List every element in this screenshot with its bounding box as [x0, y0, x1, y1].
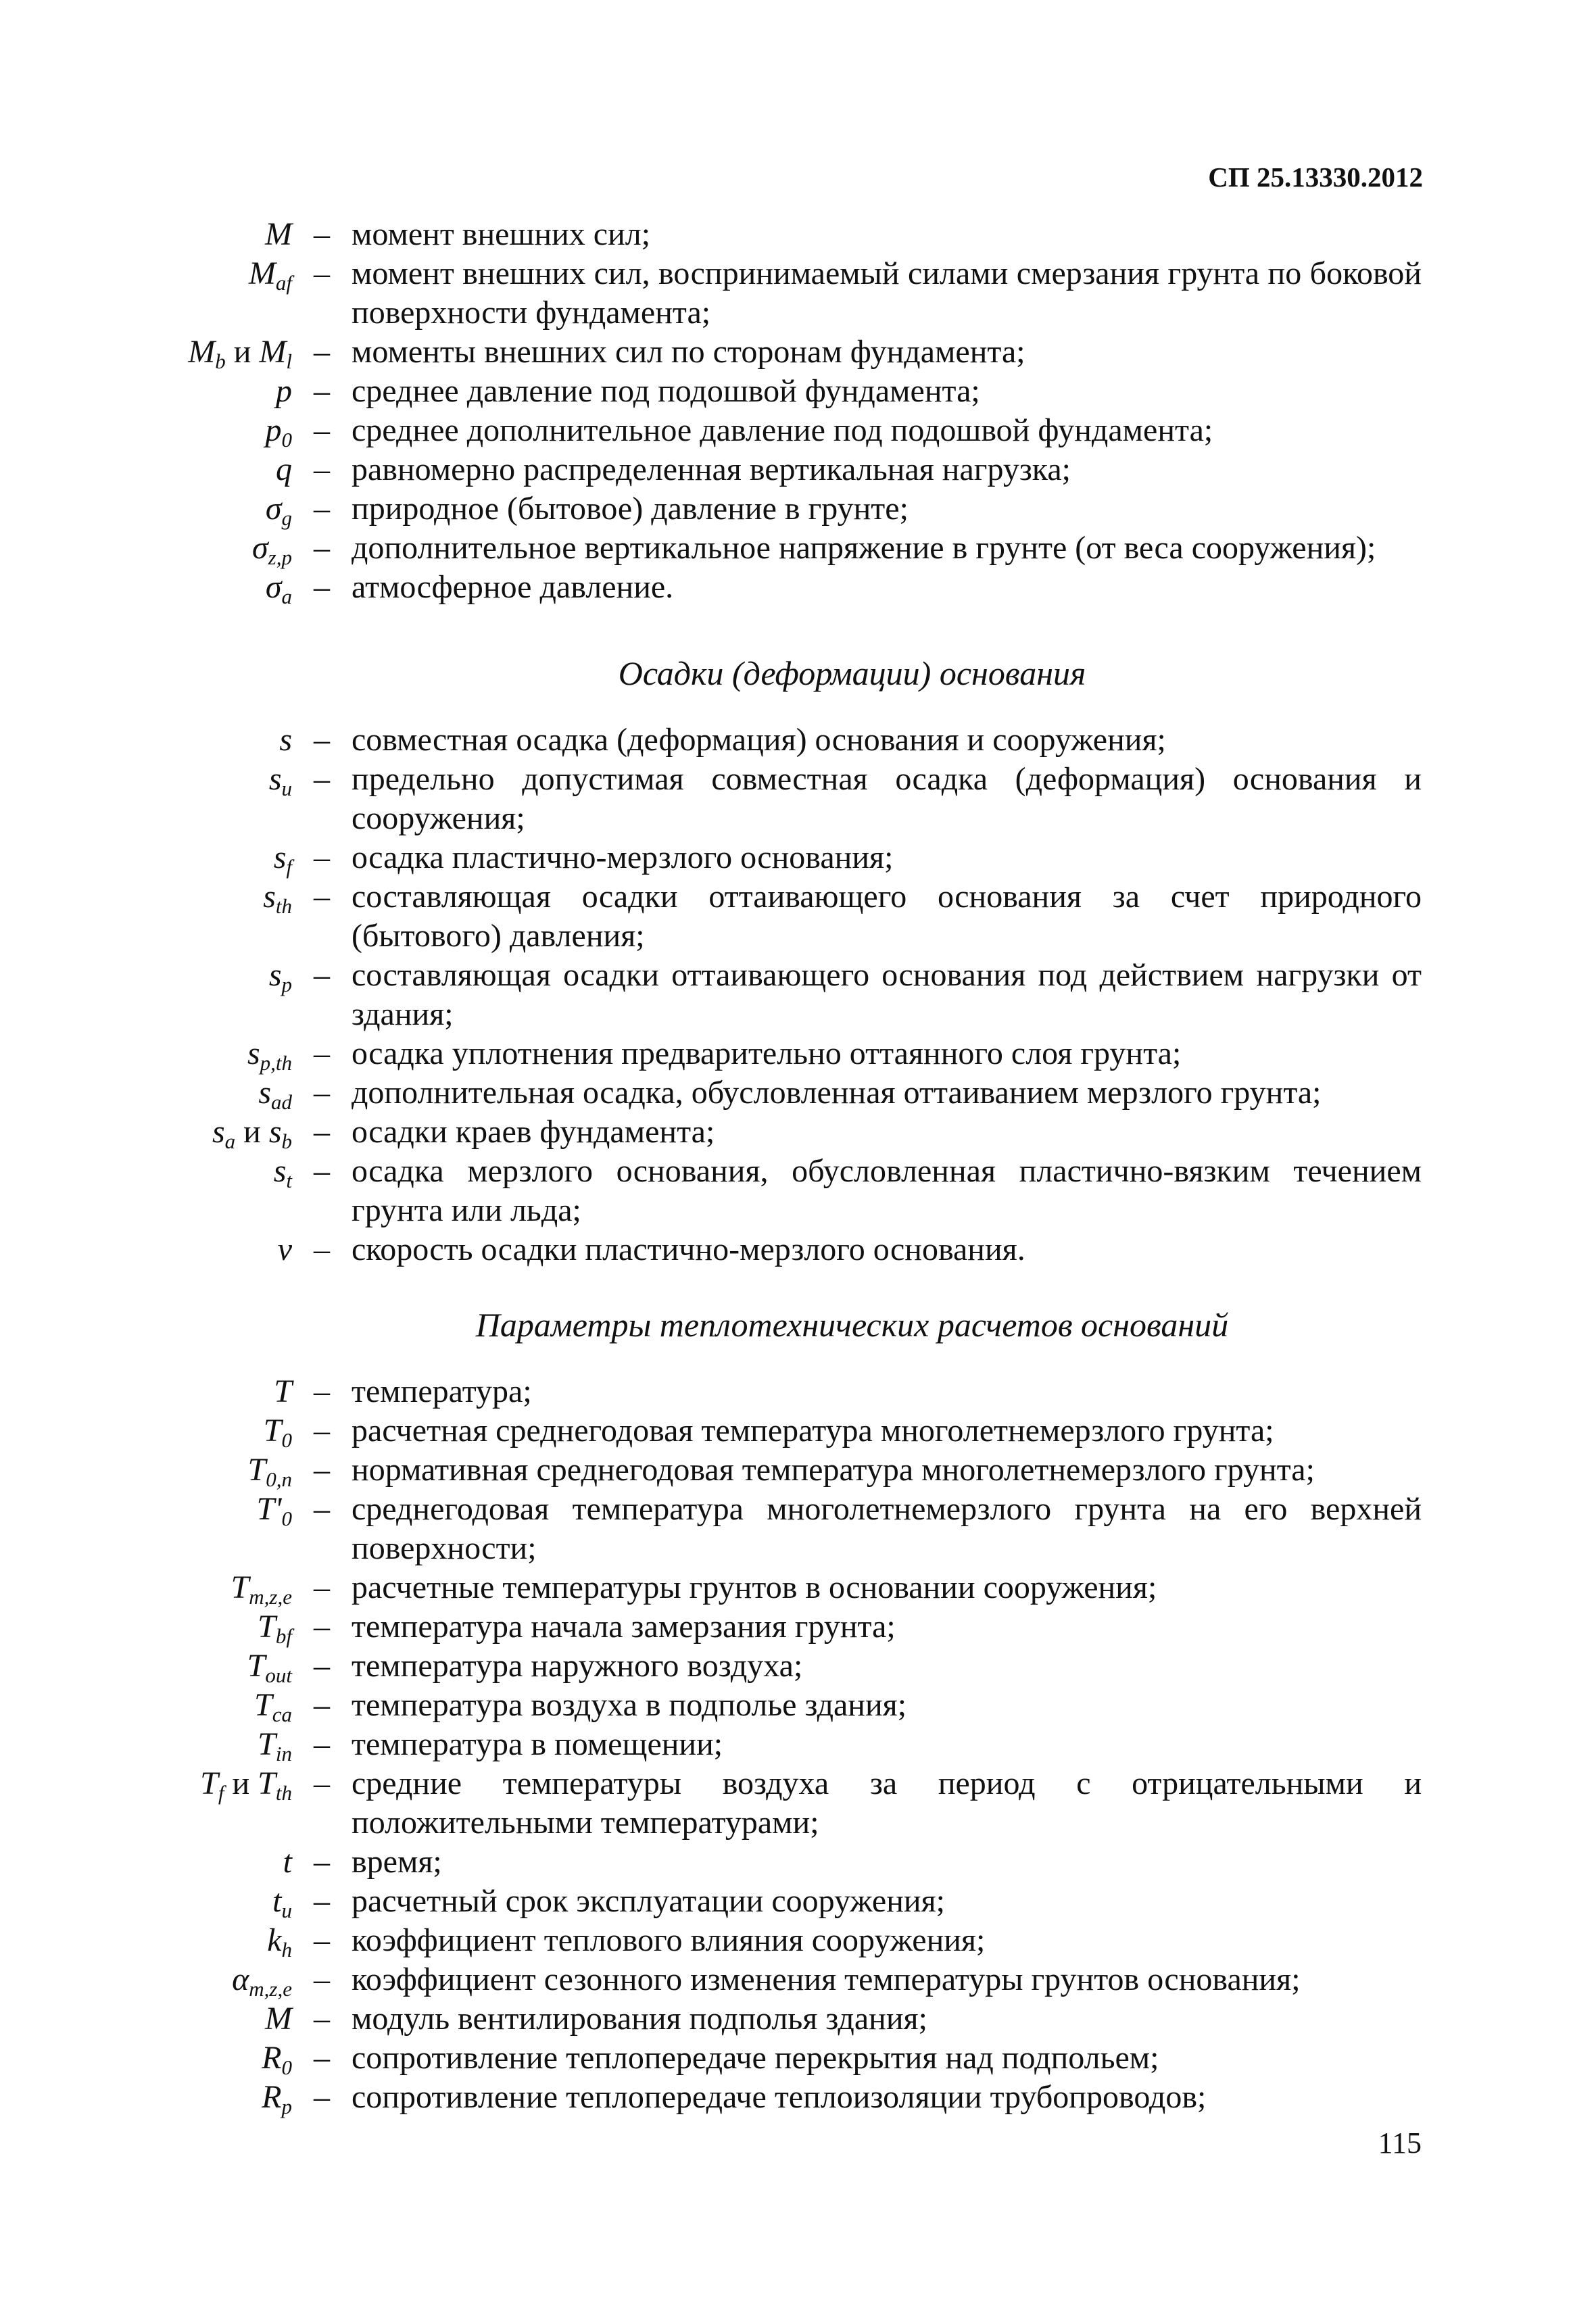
- symbol-entry: [0, 1843, 1596, 1882]
- dash-separator: –: [314, 216, 330, 252]
- symbol-letter: s: [273, 1153, 287, 1189]
- symbol-subscript: a: [281, 585, 292, 608]
- dash-separator: –: [314, 491, 330, 527]
- symbol-letter: k: [267, 1922, 282, 1958]
- dash-separator: –: [314, 1114, 330, 1150]
- symbol-notation: [0, 1725, 292, 1764]
- symbol-subscript: th: [275, 1781, 292, 1805]
- symbol-entry: [0, 1490, 1596, 1568]
- symbol-letter: M: [265, 2001, 292, 2037]
- symbol-letter: s: [263, 879, 276, 915]
- symbol-entry: [0, 1451, 1596, 1490]
- dash-separator: –: [314, 1569, 330, 1605]
- symbol-entry: [0, 529, 1596, 568]
- symbol-description: сопротивление теплопередаче теплоизоляции трубопроводов;: [352, 2079, 1207, 2115]
- symbol-letter: σ: [265, 569, 282, 605]
- symbol-description: расчетная среднегодовая температура многолетнемерзлого грунта;: [352, 1413, 1274, 1448]
- symbol-description: время;: [352, 1844, 442, 1880]
- symbol-letter: T: [258, 1726, 276, 1762]
- symbol-letter: T: [258, 1765, 276, 1801]
- symbol-notation: [0, 838, 292, 877]
- symbol-description: моменты внешних сил по сторонам фундамента;: [352, 334, 1025, 370]
- dash-separator: –: [314, 722, 330, 758]
- symbol-notation: [0, 760, 292, 799]
- symbol-letter: T: [231, 1569, 249, 1605]
- symbol-letter: R: [262, 2079, 282, 2115]
- symbol-description: осадки краев фундамента;: [352, 1114, 715, 1150]
- symbol-letter: T: [258, 1609, 276, 1644]
- dash-separator: –: [314, 879, 330, 915]
- symbol-subscript: 0: [281, 1428, 292, 1452]
- symbol-entry: [0, 1999, 1596, 2039]
- symbol-letter: s: [268, 957, 282, 993]
- symbol-entry: [0, 1921, 1596, 1960]
- symbol-description: расчетный срок эксплуатации сооружения;: [352, 1883, 946, 1919]
- dash-separator: –: [314, 1687, 330, 1723]
- symbol-notation: [0, 1882, 292, 1921]
- symbol-description: осадка мерзлого основания, обусловленная пластично-вязким течением грунта или льда;: [352, 1153, 1422, 1228]
- symbol-description: среднегодовая температура многолетнемерзлого грунта на его верхней поверхности;: [352, 1491, 1422, 1566]
- symbol-description: природное (бытовое) давление в грунте;: [352, 491, 909, 527]
- symbol-entry: [0, 1960, 1596, 1999]
- section-heading-settlements: Осадки (деформации) основания: [618, 654, 1086, 692]
- symbol-description: температура;: [352, 1373, 532, 1409]
- symbol-entry: [0, 489, 1596, 529]
- dash-separator: –: [314, 334, 330, 370]
- dash-separator: –: [314, 2001, 330, 2037]
- symbol-description: составляющая осадки оттаивающего основания под действием нагрузки от здания;: [352, 957, 1422, 1032]
- symbol-notation: [0, 1411, 292, 1451]
- symbol-entry: [0, 215, 1596, 254]
- symbol-subscript: bf: [275, 1624, 292, 1648]
- dash-separator: –: [314, 1232, 330, 1267]
- dash-separator: –: [314, 1373, 330, 1409]
- symbol-letter: T: [274, 1373, 292, 1409]
- symbol-description: температура в помещении;: [352, 1726, 723, 1762]
- symbol-letter: t: [272, 1883, 282, 1919]
- symbol-entry: [0, 956, 1596, 1034]
- symbol-subscript: a: [224, 1129, 236, 1153]
- symbol-description: коэффициент теплового влияния сооружения;: [352, 1922, 986, 1958]
- symbol-entry: [0, 372, 1596, 411]
- symbol-letter: s: [279, 722, 292, 758]
- dash-separator: –: [314, 1075, 330, 1111]
- symbol-notation: [0, 1647, 292, 1686]
- symbol-letter: M: [188, 334, 216, 370]
- symbol-description: скорость осадки пластично-мерзлого основания.: [352, 1232, 1025, 1267]
- symbol-subscript: in: [275, 1742, 292, 1765]
- symbols-section-settlements: [0, 612, 1596, 1269]
- symbol-notation: [0, 1113, 292, 1152]
- symbol-letter: s: [258, 1075, 271, 1111]
- symbol-subscript: p: [281, 2095, 292, 2118]
- symbol-description: нормативная среднегодовая температура многолетнемерзлого грунта;: [352, 1452, 1315, 1488]
- symbol-notation: [0, 1960, 292, 1999]
- dash-separator: –: [314, 373, 330, 409]
- symbol-description: совместная осадка (деформация) основания и сооружения;: [352, 722, 1166, 758]
- symbol-notation: [0, 1073, 292, 1113]
- symbol-letter: M: [265, 216, 292, 252]
- symbol-letter: T: [263, 1413, 282, 1448]
- symbol-letter: q: [276, 452, 292, 487]
- dash-separator: –: [314, 1922, 330, 1958]
- symbol-entry: [0, 1073, 1596, 1113]
- dash-separator: –: [314, 1491, 330, 1527]
- symbol-notation: [0, 877, 292, 917]
- dash-separator: –: [314, 957, 330, 993]
- symbol-entry: [0, 1411, 1596, 1451]
- symbol-notation: [0, 2039, 292, 2078]
- symbol-description: осадка уплотнения предварительно оттаянного слоя грунта;: [352, 1035, 1182, 1071]
- symbol-description: средние температуры воздуха за период с отрицательными и положительными температурами;: [352, 1765, 1422, 1841]
- dash-separator: –: [314, 1648, 330, 1684]
- symbol-conjunction: и: [224, 1765, 258, 1801]
- symbol-letter: v: [277, 1232, 292, 1267]
- symbol-letter: s: [247, 1035, 260, 1071]
- symbol-subscript: b: [281, 1129, 292, 1153]
- symbol-description: среднее давление под подошвой фундамента;: [352, 373, 980, 409]
- symbol-subscript: 0: [281, 1507, 292, 1530]
- symbol-entry: [0, 254, 1596, 333]
- symbol-subscript: m,z,e: [249, 1585, 292, 1609]
- symbol-notation: [0, 1034, 292, 1073]
- symbol-entry: [0, 877, 1596, 956]
- symbol-entry: [0, 1607, 1596, 1647]
- symbol-notation: [0, 1607, 292, 1647]
- symbol-description: температура начала замерзания грунта;: [352, 1609, 896, 1644]
- symbol-entry: [0, 1152, 1596, 1230]
- symbol-entry: [0, 1372, 1596, 1411]
- symbol-letter: s: [273, 839, 287, 875]
- symbols-section-thermal: [0, 1264, 1596, 2117]
- dash-separator: –: [314, 839, 330, 875]
- symbol-notation: [0, 568, 292, 607]
- symbol-description: среднее дополнительное давление под подошвой фундамента;: [352, 412, 1213, 448]
- symbol-subscript: z,p: [268, 545, 292, 569]
- symbol-description: равномерно распределенная вертикальная нагрузка;: [352, 452, 1071, 487]
- symbol-notation: [0, 1764, 292, 1803]
- symbol-letter: T: [247, 1648, 266, 1684]
- document-code: СП 25.13330.2012: [1208, 162, 1423, 193]
- symbol-notation: [0, 529, 292, 568]
- symbol-letter: α: [232, 1961, 249, 1997]
- symbol-entry: [0, 760, 1596, 838]
- symbol-notation: [0, 1921, 292, 1960]
- symbol-subscript: f: [218, 1781, 224, 1805]
- symbol-letter: R: [262, 2040, 282, 2076]
- dash-separator: –: [314, 412, 330, 448]
- symbol-subscript: u: [281, 1899, 292, 1922]
- symbol-subscript: h: [281, 1938, 292, 1961]
- dash-separator: –: [314, 1961, 330, 1997]
- symbol-notation: [0, 254, 292, 293]
- symbol-letter: M: [259, 334, 287, 370]
- dash-separator: –: [314, 1153, 330, 1189]
- symbol-letter: σ: [252, 530, 268, 566]
- symbol-entry: [0, 568, 1596, 607]
- symbol-letter: T': [256, 1491, 282, 1527]
- symbol-letter: t: [283, 1844, 292, 1880]
- symbol-notation: [0, 2078, 292, 2117]
- symbol-entry: [0, 1113, 1596, 1152]
- symbol-notation: [0, 721, 292, 760]
- symbol-notation: [0, 489, 292, 529]
- symbol-notation: [0, 215, 292, 254]
- symbol-subscript: out: [265, 1663, 292, 1687]
- dash-separator: –: [314, 1726, 330, 1762]
- symbol-notation: [0, 1843, 292, 1882]
- symbol-description: момент внешних сил, воспринимаемый силами смерзания грунта по боковой поверхности фундамента;: [352, 255, 1422, 331]
- symbol-notation: [0, 1152, 292, 1191]
- section-heading-thermal: Параметры теплотехнических расчетов оснований: [475, 1306, 1229, 1344]
- symbol-entry: [0, 2039, 1596, 2078]
- dash-separator: –: [314, 1609, 330, 1644]
- symbol-subscript: g: [281, 506, 292, 530]
- dash-separator: –: [314, 1035, 330, 1071]
- symbol-letter: s: [268, 761, 282, 797]
- symbol-entry: [0, 721, 1596, 760]
- symbol-description: сопротивление теплопередаче перекрытия над подпольем;: [352, 2040, 1159, 2076]
- symbol-entry: [0, 2078, 1596, 2117]
- dash-separator: –: [314, 2079, 330, 2115]
- symbol-description: момент внешних сил;: [352, 216, 651, 252]
- symbol-notation: [0, 1451, 292, 1490]
- dash-separator: –: [314, 1452, 330, 1488]
- symbol-description: коэффициент сезонного изменения температуры грунтов основания;: [352, 1961, 1301, 1997]
- dash-separator: –: [314, 1844, 330, 1880]
- symbol-subscript: f: [286, 855, 292, 879]
- symbol-subscript: b: [215, 349, 226, 373]
- symbol-subscript: 0,n: [266, 1467, 292, 1491]
- symbol-subscript: th: [275, 894, 292, 918]
- page-number: 115: [1378, 2126, 1422, 2160]
- dash-separator: –: [314, 255, 330, 291]
- symbol-notation: [0, 411, 292, 450]
- symbol-subscript: l: [286, 349, 292, 373]
- dash-separator: –: [314, 1765, 330, 1801]
- symbol-entry: [0, 1568, 1596, 1607]
- symbol-subscript: u: [281, 777, 292, 800]
- symbol-entry: [0, 838, 1596, 877]
- symbol-description: расчетные температуры грунтов в основании сооружения;: [352, 1569, 1157, 1605]
- symbol-entry: [0, 1725, 1596, 1764]
- symbol-entry: [0, 333, 1596, 372]
- dash-separator: –: [314, 530, 330, 566]
- symbol-description: осадка пластично-мерзлого основания;: [352, 839, 894, 875]
- symbol-notation: [0, 372, 292, 411]
- symbol-entry: [0, 1764, 1596, 1843]
- dash-separator: –: [314, 569, 330, 605]
- symbol-notation: [0, 333, 292, 372]
- symbol-conjunction: и: [225, 334, 260, 370]
- symbol-description: температура наружного воздуха;: [352, 1648, 803, 1684]
- symbol-notation: [0, 450, 292, 489]
- symbol-subscript: p,th: [260, 1051, 292, 1075]
- symbol-notation: [0, 1568, 292, 1607]
- symbol-letter: T: [200, 1765, 218, 1801]
- symbol-description: составляющая осадки оттаивающего основания за счет природного (бытового) давления;: [352, 879, 1422, 954]
- symbol-letter: σ: [265, 491, 282, 527]
- symbol-letter: p: [276, 373, 292, 409]
- symbol-subscript: m,z,e: [249, 1977, 292, 2001]
- dash-separator: –: [314, 452, 330, 487]
- symbol-subscript: t: [286, 1169, 292, 1192]
- symbols-section-loads: [0, 215, 1596, 607]
- symbol-subscript: p: [281, 973, 292, 996]
- symbol-description: дополнительная осадка, обусловленная оттаиванием мерзлого грунта;: [352, 1075, 1322, 1111]
- symbol-subscript: 0: [281, 2055, 292, 2079]
- symbol-entry: [0, 411, 1596, 450]
- symbol-letter: s: [268, 1114, 282, 1150]
- symbol-entry: [0, 1034, 1596, 1073]
- symbol-letter: T: [247, 1452, 266, 1488]
- symbol-description: атмосферное давление.: [352, 569, 674, 605]
- symbol-notation: [0, 1686, 292, 1725]
- symbol-subscript: af: [275, 271, 292, 295]
- symbol-entry: [0, 1686, 1596, 1725]
- symbol-conjunction: и: [235, 1114, 269, 1150]
- dash-separator: –: [314, 1883, 330, 1919]
- symbol-notation: [0, 1999, 292, 2039]
- symbol-entry: [0, 1647, 1596, 1686]
- symbol-entry: [0, 450, 1596, 489]
- symbol-entry: [0, 1882, 1596, 1921]
- symbol-description: дополнительное вертикальное напряжение в грунте (от веса сооружения);: [352, 530, 1376, 566]
- symbol-description: модуль вентилирования подполья здания;: [352, 2001, 927, 2037]
- symbol-description: температура воздуха в подполье здания;: [352, 1687, 907, 1723]
- symbol-letter: s: [212, 1114, 225, 1150]
- symbol-notation: [0, 1372, 292, 1411]
- symbol-subscript: 0: [281, 428, 292, 452]
- symbol-notation: [0, 1490, 292, 1529]
- dash-separator: –: [314, 2040, 330, 2076]
- symbol-description: предельно допустимая совместная осадка (деформация) основания и сооружения;: [352, 761, 1422, 836]
- symbol-letter: T: [254, 1687, 272, 1723]
- symbol-notation: [0, 956, 292, 995]
- dash-separator: –: [314, 761, 330, 797]
- dash-separator: –: [314, 1413, 330, 1448]
- symbol-subscript: ad: [271, 1090, 292, 1114]
- symbol-letter: p: [265, 412, 282, 448]
- symbol-subscript: ca: [272, 1703, 292, 1726]
- symbol-letter: M: [248, 255, 276, 291]
